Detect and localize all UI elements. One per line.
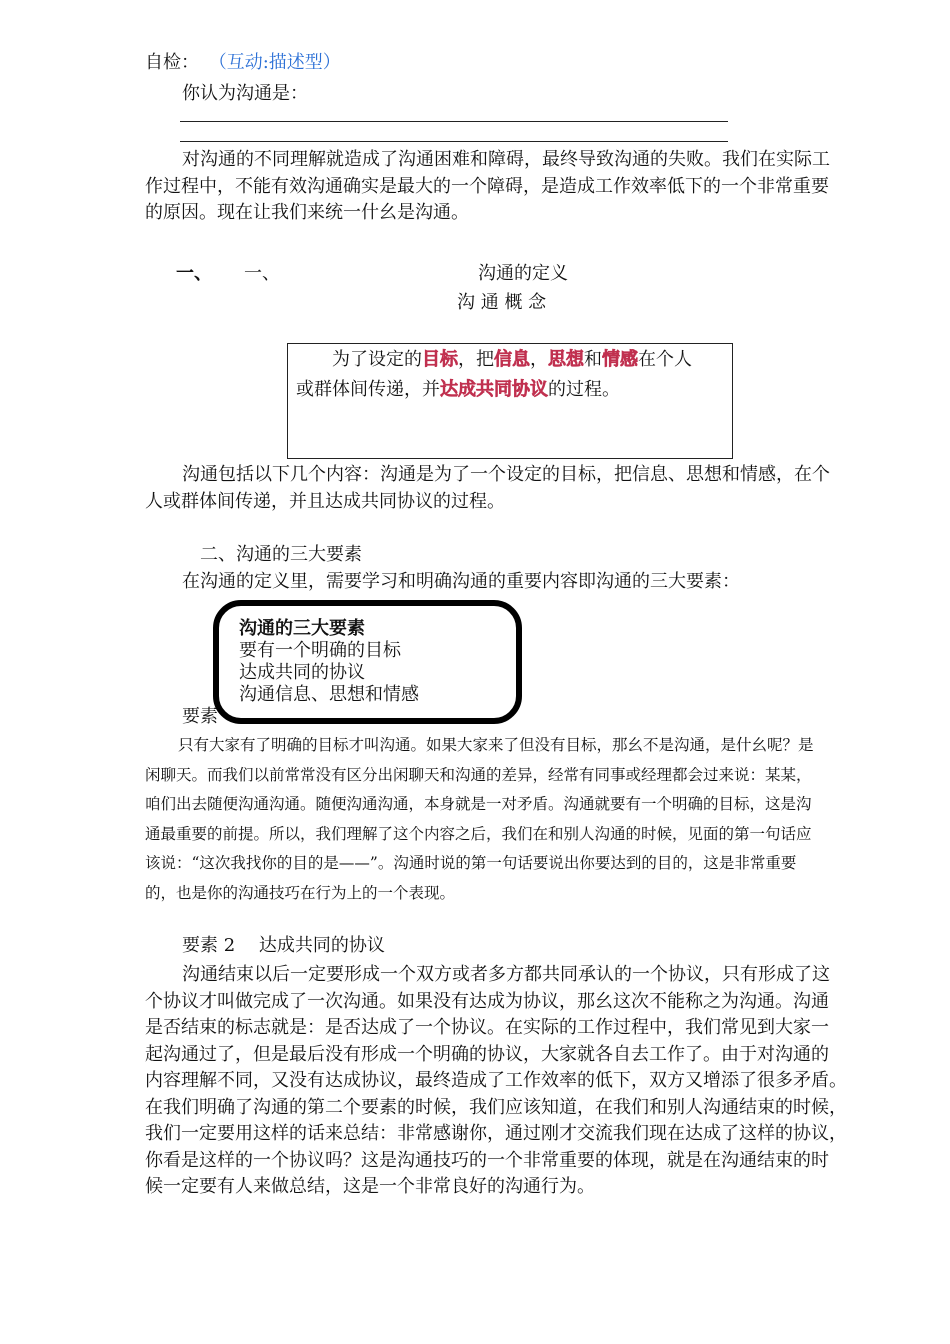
element2-line: 内容理解不同，又没有达成协议，最终造成了工作效率的低下，双方又增添了很多矛盾。	[145, 1070, 847, 1091]
section2-lead: 在沟通的定义里，需要学习和明确沟通的重要内容即沟通的三大要素：	[182, 571, 740, 592]
definition-line: 人或群体间传递，并且达成共同协议的过程。	[145, 490, 505, 512]
highlight-agreement: 达成共同协议	[440, 379, 548, 400]
intro-line: 的原因。现在让我们来统一什幺是沟通。	[145, 202, 469, 223]
question-text: 你认为沟通是：	[182, 83, 308, 104]
element1-line: 该说：“这次我找你的目的是——”。沟通时说的第一句话要说出你要达到的目的，这是非常重要	[145, 854, 797, 872]
self-check-line	[145, 49, 341, 77]
definition-paragraph	[145, 462, 875, 515]
element2-paragraph	[145, 962, 875, 1201]
element1-line: 只有大家有了明确的目标才叫沟通。如果大家来了但没有目标，那幺不是沟通，是什幺呢？是	[178, 736, 814, 754]
element2-line: 沟通结束以后一定要形成一个双方或者多方都共同承认的一个协议，只有形成了这	[182, 964, 830, 985]
element1-line: 的，也是你的沟通技巧在行为上的一个表现。	[145, 883, 456, 902]
element1-line: 咱们出去随便沟通沟通。随便沟通沟通，本身就是一对矛盾。沟通就要有一个明确的目标，这是沟	[145, 795, 812, 813]
self-check-label: 自检：	[145, 52, 199, 73]
highlight-thought: 思想	[548, 349, 584, 370]
section1-number-bold: 一、	[176, 263, 212, 284]
highlight-information: 信息	[494, 349, 530, 370]
definition-box	[287, 343, 733, 459]
element2-label: 要素 2 达成共同的协议	[182, 935, 385, 956]
definition-line: 沟通包括以下几个内容：沟通是为了一个设定的目标，把信息、思想和情感，在个	[182, 464, 830, 485]
section1-subtitle: 沟 通 概 念	[457, 292, 547, 313]
elements-item: 沟通信息、思想和情感	[239, 684, 419, 705]
elements-heading: 沟通的三大要素	[239, 618, 365, 639]
element2-line: 起沟通过了，但是最后没有形成一个明确的协议，大家就各自去工作了。由于对沟通的	[145, 1043, 829, 1065]
definition-fragment: 为了设定的	[332, 349, 422, 370]
answer-line-2	[180, 141, 728, 142]
element1-paragraph	[145, 731, 875, 908]
elements-box	[213, 600, 522, 724]
definition-fragment: 和	[584, 349, 602, 370]
section1-number: 一、	[244, 263, 280, 284]
intro-paragraph	[145, 147, 875, 227]
definition-fragment: ，把	[458, 349, 494, 370]
intro-line: 对沟通的不同理解就造成了沟通困难和障碍，最终导致沟通的失败。我们在实际工	[182, 149, 830, 170]
definition-fragment: 的过程。	[548, 379, 620, 400]
definition-text	[296, 346, 726, 404]
intro-line: 作过程中，不能有效沟通确实是最大的一个障碍，是造成工作效率低下的一个非常重要	[145, 175, 829, 197]
element1-label: 要素	[182, 706, 218, 727]
elements-box-content	[239, 618, 419, 706]
definition-fragment: 在个人	[638, 349, 692, 370]
elements-item: 达成共同的协议	[239, 662, 365, 683]
element2-line: 个协议才叫做完成了一次沟通。如果没有达成为协议，那幺这次不能称之为沟通。沟通	[145, 990, 829, 1012]
elements-item: 要有一个明确的目标	[239, 640, 401, 661]
self-check-tag: （互动:描述型）	[208, 52, 341, 73]
highlight-emotion: 情感	[602, 349, 638, 370]
element2-line: 候一定要有人来做总结，这是一个非常良好的沟通行为。	[145, 1176, 595, 1197]
element1-line: 通最重要的前提。所以，我们理解了这个内容之后，我们在和别人沟通的时候，见面的第一句话应	[145, 824, 812, 843]
definition-fragment: 或群体间传递，并	[296, 379, 440, 400]
element2-line: 是否结束的标志就是：是否达成了一个协议。在实际的工作过程中，我们常见到大家一	[145, 1017, 829, 1038]
element2-line: 在我们明确了沟通的第二个要素的时候，我们应该知道，在我们和别人沟通结束的时候，	[145, 1096, 847, 1118]
section1-title: 沟通的定义	[478, 263, 568, 284]
element2-line: 我们一定要用这样的话来总结：非常感谢你，通过刚才交流我们现在达成了这样的协议，	[145, 1123, 847, 1144]
highlight-goal: 目标	[422, 349, 458, 370]
element2-line: 你看是这样的一个协议吗？这是沟通技巧的一个非常重要的体现，就是在沟通结束的时	[145, 1149, 829, 1171]
element1-line: 闲聊天。而我们以前常常没有区分出闲聊天和沟通的差异，经常有同事或经理都会过来说：某某，	[145, 765, 812, 784]
section2-title: 二、沟通的三大要素	[200, 544, 362, 565]
definition-fragment: ，	[530, 349, 548, 370]
answer-line-1	[180, 121, 728, 122]
